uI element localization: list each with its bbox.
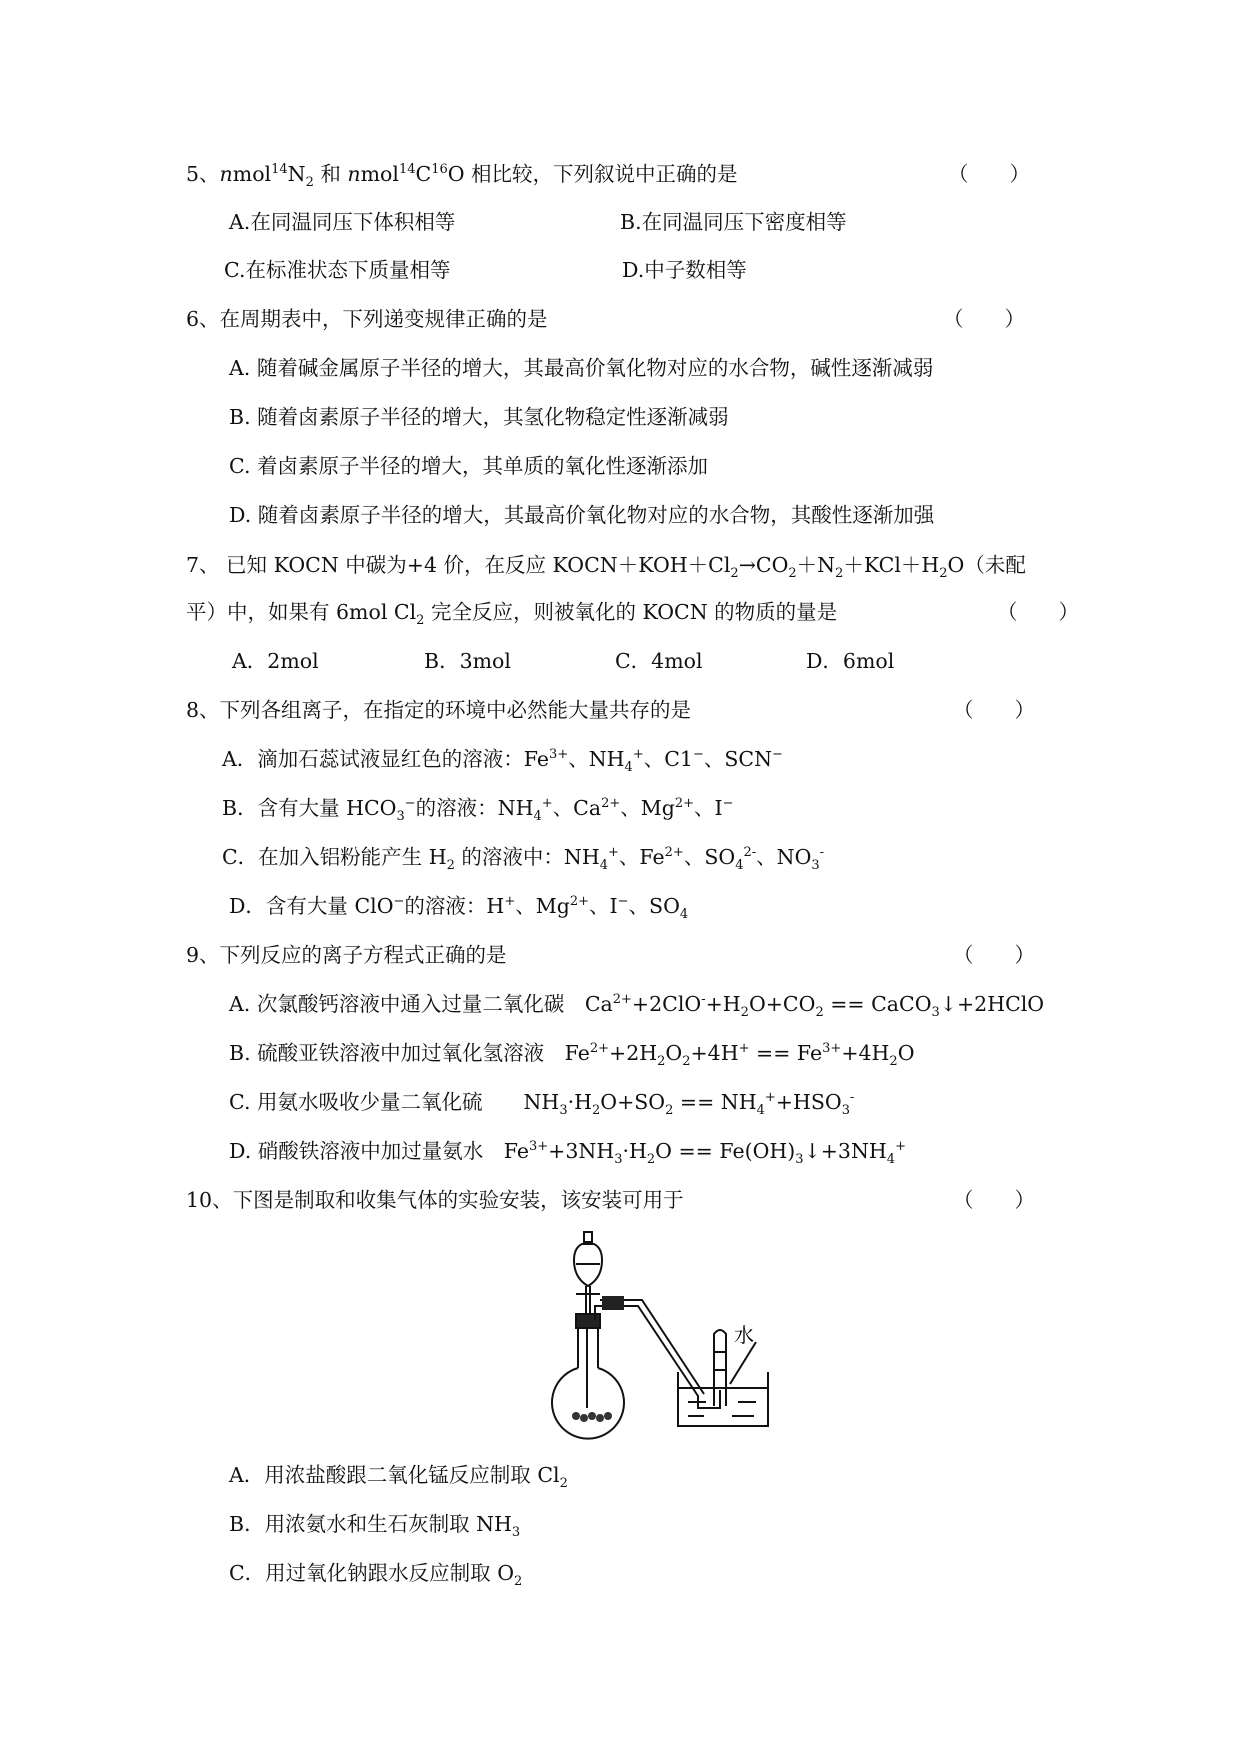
q9-option-a: A. 次氯酸钙溶液中通入过量二氧化碳 $Ca^{2+}+2ClO^-+H_2O+CO_2$ == CaCO$_3$↓+2HClO: [229, 992, 1045, 1021]
q7-answer-paren: （ ）: [997, 600, 1079, 624]
q5-option-d: D.中子数相等: [622, 258, 747, 282]
q5-stem: 5、$nmol^{14}N_2$ 和 $nmol^{14}C^{16}O$ 相比较，下列叙说中正确的是: [186, 162, 738, 191]
q6-answer-paren: （ ）: [943, 307, 1025, 331]
q8-stem: 8、下列各组离子，在指定的环境中必然能大量共存的是: [186, 698, 692, 722]
q6-stem: 6、在周期表中，下列递变规律正确的是: [186, 307, 548, 331]
water-label: 水: [734, 1323, 754, 1347]
q7-option-a: A．2mol: [232, 649, 319, 673]
q9-option-d: D. 硝酸铁溶液中加过量氨水 $Fe^{3+}+3NH_3\cdot H_2O$ == $Fe(OH)_3↓+3NH_4^+$: [229, 1139, 906, 1168]
q6-option-d: D. 随着卤素原子半径的增大，其最高价氧化物对应的水合物，其酸性逐渐加强: [229, 503, 935, 527]
q10-stem: 10、下图是制取和收集气体的实验安装，该安装可用于: [186, 1188, 684, 1212]
q5-option-a: A.在同温同压下体积相等: [229, 210, 456, 234]
q5-option-c: C.在标准状态下质量相等: [224, 258, 451, 282]
q10-answer-paren: （ ）: [953, 1188, 1035, 1212]
q8-option-d: D．含有大量 ClO−的溶液：H+、$Mg^{2+}$、I−、$SO_4$: [229, 894, 689, 923]
q6-option-b: B. 随着卤素原子半径的增大，其氢化物稳定性逐渐减弱: [229, 405, 729, 429]
q9-option-c: C. 用氨水吸收少量二氧化硫 $NH_3\cdot H_2O+SO_2 == NH_4^++HSO_3^-$: [229, 1090, 855, 1119]
q7-option-c: C．4mol: [615, 649, 703, 673]
q6-option-a: A. 随着碱金属原子半径的增大，其最高价氧化物对应的水合物，碱性逐渐减弱: [229, 356, 934, 380]
q9-stem: 9、下列反应的离子方程式正确的是: [186, 943, 507, 967]
q8-option-b: B．含有大量 $HCO_3^-$的溶液：$NH_4^+$、$Ca^{2+}$、$Mg^{2+}$、I−: [222, 796, 734, 825]
q7-option-d: D．6mol: [806, 649, 895, 673]
q9-option-b: B. 硫酸亚铁溶液中加过氧化氢溶液 $Fe^{2+}+2H_2O_2+4H^+ == Fe^{3+}+4H_2O$: [229, 1041, 915, 1070]
q7-option-b: B．3mol: [424, 649, 511, 673]
q10-option-c: C．用过氧化钠跟水反应制取 $O_2$: [229, 1561, 523, 1590]
q8-option-a: A．滴加石蕊试液显红色的溶液：$Fe^{3+}$、$NH_4^+$、C1−、SCN−: [222, 747, 783, 776]
q9-answer-paren: （ ）: [953, 943, 1035, 967]
q8-option-c: C．在加入铝粉能产生 $H_2$ 的溶液中：$NH_4^+$、$Fe^{2+}$、$SO_4^{2-}$、$NO_3^-$: [222, 845, 825, 874]
q10-option-a: A．用浓盐酸跟二氧化锰反应制取 $Cl_2$: [229, 1463, 568, 1492]
q6-option-c: C. 着卤素原子半径的增大，其单质的氧化性逐渐添加: [229, 454, 708, 478]
q5-option-b: B.在同温同压下密度相等: [620, 210, 847, 234]
q7-stem-line1: 7、 已知 KOCN 中碳为+4 价，在反应 $KOCN+KOH+Cl_2\to CO_2+N_2+KCl+H_2O$（未配: [186, 553, 1026, 582]
q7-stem-line2: 平）中，如果有 6mol $Cl_2$ 完全反应，则被氧化的 KOCN 的物质的量是: [186, 600, 838, 629]
q8-answer-paren: （ ）: [953, 698, 1035, 722]
gas-apparatus-figure: [538, 1230, 770, 1442]
q5-answer-paren: （ ）: [948, 162, 1030, 186]
q10-option-b: B．用浓氨水和生石灰制取 $NH_3$: [229, 1512, 521, 1541]
